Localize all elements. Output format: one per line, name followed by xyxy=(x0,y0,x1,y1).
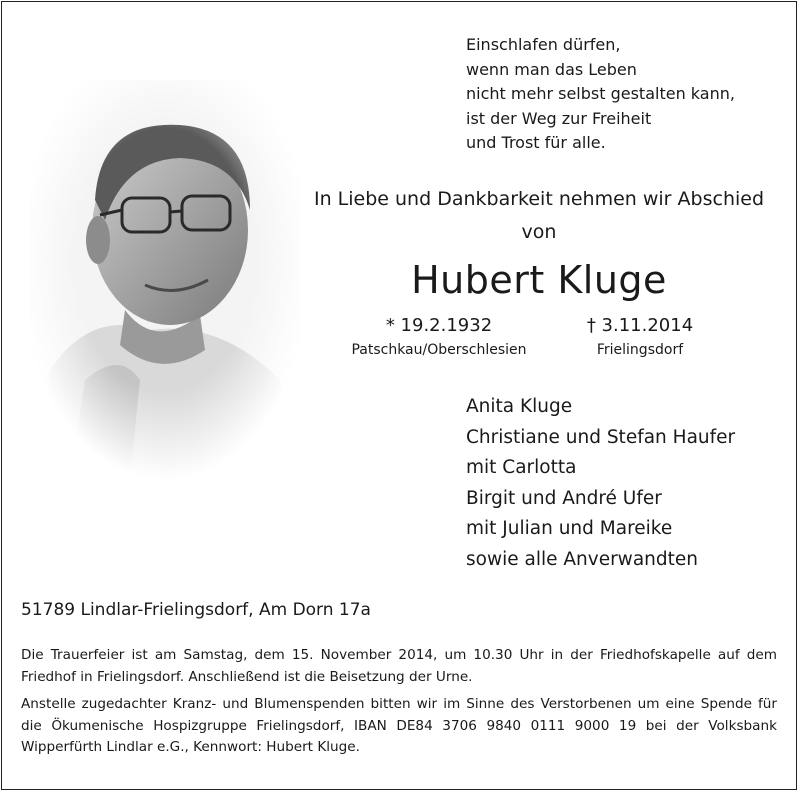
mourner: Christiane und Stefan Haufer xyxy=(466,426,736,448)
birth-place: Patschkau/Oberschlesien xyxy=(351,342,527,358)
family-address: 51789 Lindlar-Frielingsdorf, Am Dorn 17a xyxy=(21,600,371,620)
mourner: Anita Kluge xyxy=(466,396,573,417)
mourner: Birgit und André Ufer xyxy=(466,487,662,509)
birth-info xyxy=(324,313,554,361)
birth-date: * 19.2.1932 xyxy=(385,315,493,336)
donation-info: Anstelle zugedachter Kranz- und Blumenspenden bitten wir im Sinne des Verstorbenen um eine Spende für die Ökumenische Hospizgruppe Frielingsdorf, IBAN DE84 3706 9840 0111 9000 19 bei der Volksbank Wipperfürth Lindlar e.G., Kennwort: Hubert Kluge. xyxy=(21,696,777,755)
poem xyxy=(466,33,786,156)
poem-line: und Trost für alle. xyxy=(466,133,606,152)
portrait-photo xyxy=(30,80,300,480)
poem-line: wenn man das Leben xyxy=(466,59,637,79)
funeral-info: Die Trauerfeier ist am Samstag, dem 15. November 2014, um 10.30 Uhr in der Friedhofskapelle auf dem Friedhof in Frielingsdorf. Anschließend ist die Beisetzung der Urne. xyxy=(21,647,777,685)
mourner: sowie alle Anverwandten xyxy=(466,548,698,570)
death-info xyxy=(525,313,755,361)
mourners-list xyxy=(466,392,786,575)
poem-line: Einschlafen dürfen, xyxy=(466,35,621,54)
mourner: mit Carlotta xyxy=(466,457,577,478)
von-text: von xyxy=(521,221,557,243)
poem-line: nicht mehr selbst gestalten kann, xyxy=(466,84,735,103)
death-place: Frielingsdorf xyxy=(596,342,684,358)
death-date: † 3.11.2014 xyxy=(586,315,694,336)
mourner: mit Julian und Mareike xyxy=(466,518,673,539)
farewell-intro: In Liebe und Dankbarkeit nehmen wir Abschied xyxy=(313,188,765,210)
deceased-name: Hubert Kluge xyxy=(411,258,667,302)
poem-line: ist der Weg zur Freiheit xyxy=(466,108,652,128)
